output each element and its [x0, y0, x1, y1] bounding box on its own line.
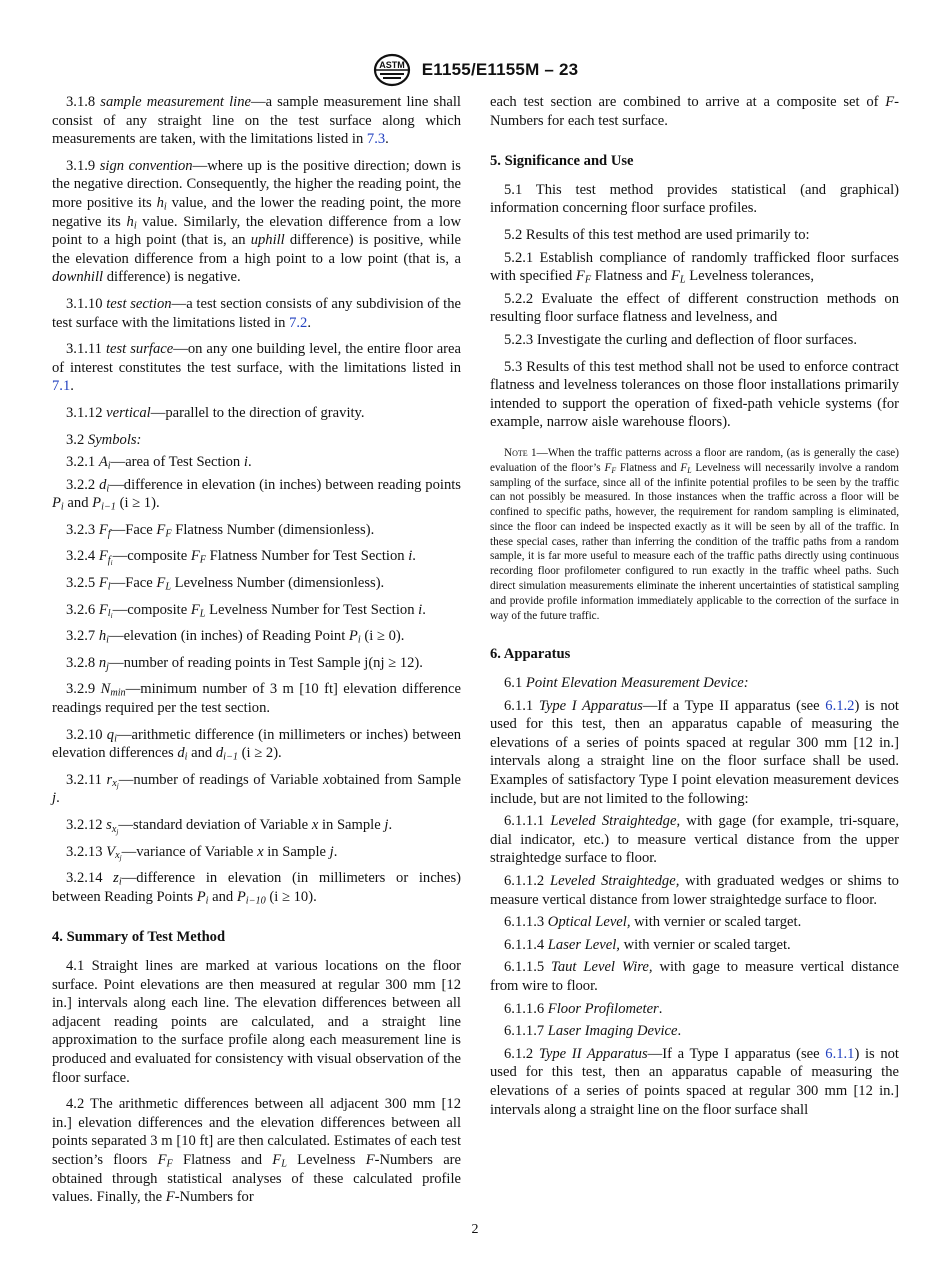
symbol-3-2-7: 3.2.7 $h_i—elevation$ (in inches) of Reading Point $P_i$ (i ≥ 0).: [66, 628, 405, 646]
para-6-1: 6.1 Point Elevation Measurement Device:: [504, 675, 749, 692]
symbol-3-2-5: 3.2.5 $F_l—Face$ $F_L$ Levelness Number (dimensionless).: [66, 575, 385, 593]
symbol-3-2-1: 3.2.1 $A_i—area$ of Test Section i.: [66, 454, 252, 472]
para-3-1-11: 3.1.11 test surface—on any one building level, the entire floor area of interest constitutes the test surface, with the limitations listed in 7.1.: [52, 341, 461, 395]
symbol-3-2-8: 3.2.8 $n_j—number$ of reading points in Test Sample j(nj ≥ 12).: [66, 654, 423, 673]
para-6-1-1-5: 6.1.1.5 Taut Level Wire, with gage to measure vertical distance from wire to floor.: [490, 959, 899, 994]
page-number: 2: [471, 1222, 479, 1237]
para-3-1-12: 3.1.12 vertical—parallel to the direction of gravity.: [66, 404, 365, 421]
para-4-2: 4.2 The arithmetic differences between all adjacent 300 mm [12 in.] elevation differences and the elevation differences between all points separated 3 m [10 ft] are then calculated. Estimates of each test section’s floors $F_F$ Flatness and $F_L$ Levelness F-Numbers are obtained through statistical analyses of these calculated profile values. Finally, the F-Numbers for: [52, 1096, 462, 1206]
symbol-3-2-14: 3.2.14 $z_i—difference$ in elevation (in millimeters or inches) between Reading Points $P_i$ and $P_{i-10}$ (i ≥ 10).: [52, 870, 461, 907]
left-column: [52, 93, 461, 1215]
symbol-3-2-13: 3.2.13 $V_{x_j}—variance$ of Variable x in Sample j.: [66, 843, 338, 862]
symbol-3-2-6: 3.2.6 $F_{l_i}—composite$ $F_L$ Levelness Number for Test Section i.: [66, 601, 426, 620]
para-6-1-1-1: 6.1.1.1 Leveled Straightedge, with gage (for example, tri-square, dial indicator, etc.) to measure vertical distance from the upper straightedge surface to floor.: [490, 813, 899, 867]
para-6-1-1: 6.1.1 Type I Apparatus—If a Type II apparatus (see 6.1.2) is not used for this test, then an apparatus capable of measuring the elevations of a series of points spaced at regular 300 mm [12 in.] intervals along a straight line on the floor surface shall be used. Examples of satisfactory Type I point elevation measurement devices include, but are not limited to the following:: [490, 697, 899, 807]
para-5-1: 5.1 This test method provides statistical (and graphical) information concerning floor surface profiles.: [490, 181, 899, 217]
para-6-1-1-3: 6.1.1.3 Optical Level, with vernier or scaled target.: [504, 914, 802, 931]
para-5-2-1: 5.2.1 Establish compliance of randomly trafficked floor surfaces with specified $F_F$ Flatness and $F_L$ Levelness tolerances,: [490, 249, 899, 286]
astm-logo-icon: [372, 52, 412, 88]
ref-link-6-1-2[interactable]: 6.1.2: [825, 697, 855, 714]
ref-link-7-1[interactable]: 7.1: [52, 378, 71, 395]
symbol-3-2-12: 3.2.12 $s_{x_j}—standard$ deviation of Variable x in Sample j.: [66, 817, 393, 836]
page-header: [0, 52, 950, 88]
para-6-1-1-6: 6.1.1.6 Floor Profilometer.: [504, 1000, 663, 1017]
para-6-1-2: 6.1.2 Type II Apparatus—If a Type I apparatus (see 6.1.1) is not used for this test, then an apparatus capable of measuring the elevations of a series of points spaced at regular 300 mm [12 in.] intervals along a straight line on the floor surface shall: [490, 1045, 899, 1118]
section-6-heading: 6. Apparatus: [490, 646, 571, 663]
para-3-2: 3.2 Symbols:: [66, 431, 142, 448]
note-1: Note 1—When the traffic patterns across a floor are random, (as is generally the case) evaluation of the floor’s $F_F$ Flatness and $F_L$ Levelness will necessarily involve a random sampling of the surface, since all of the infinite potential profiles to be seen by the traffic can not possibly be measured. In those instances when the traffic across a floor will be confined to specific paths, however, the requirement for random sampling is eliminated, since the floor can indeed be inspected exactly as it will be seen by all of the traffic. In these special cases, rather than inferring the condition of the traffic paths from a random sample, it is far more useful to measure each of the traffic paths directly using continuous recording floor profilometer configured to run exactly in the traffic wheel paths. Such direct simulation measurements eliminate the inherent uncertainties of statistical sampling and provide profile information immediately applicable to the correction of the surface in way of the future traffic.: [490, 446, 899, 622]
symbol-3-2-3: 3.2.3 $F_f—Face$ $F_F$ Flatness Number (dimensionless).: [66, 521, 375, 540]
symbol-3-2-2: 3.2.2 $d_i—difference$ in elevation (in inches) between reading points $P_i$ and $P_{i-1}$ (i ≥ 1).: [52, 476, 461, 513]
para-4-2-continued: each test section are combined to arrive at a composite set of F-Numbers for each test surface.: [490, 94, 899, 129]
para-4-1: 4.1 Straight lines are marked at various locations on the floor surface. Point elevations are then measured at regular 300 mm [12 in.] intervals along each line. The elevation differences between all adjacent reading points are calculated, and a straight line approximation to the surface profile along each measurement line is produced and evaluated for consistency with visual observation of the floor surface.: [52, 957, 461, 1086]
ref-link-7-3[interactable]: 7.3: [366, 131, 386, 148]
section-4-heading: 4. Summary of Test Method: [52, 929, 226, 946]
para-3-1-8: 3.1.8 sample measurement line—a sample measurement line shall consist of any straight line on the test surface along which measurements are taken, with the limitations listed in 7.3.: [52, 94, 461, 148]
symbol-3-2-11: 3.2.11 $r_{x_j}—number$ of readings of Variable xobtained from Sample j.: [52, 771, 461, 807]
para-6-1-1-4: 6.1.1.4 Laser Level, with vernier or scaled target.: [504, 936, 791, 953]
para-3-1-10: 3.1.10 test section—a test section consists of any subdivision of the test surface with the limitations listed in 7.2.: [52, 295, 461, 331]
para-6-1-1-2: 6.1.1.2 Leveled Straightedge, with graduated wedges or shims to measure vertical distance from lower straightedge surface to floor.: [490, 873, 899, 908]
symbol-3-2-4: 3.2.4 $F_{f_i}—composite$ $F_F$ Flatness Number for Test Section i.: [66, 548, 416, 567]
para-5-2-3: 5.2.3 Investigate the curling and deflection of floor surfaces.: [504, 331, 857, 348]
symbol-3-2-9: 3.2.9 $N_{min}—minimum$ number of 3 m [10 ft] elevation difference readings required per the test section.: [52, 681, 461, 717]
right-column: [490, 93, 899, 1123]
ref-link-6-1-1[interactable]: 6.1.1: [825, 1045, 855, 1062]
para-5-2-2: 5.2.2 Evaluate the effect of different construction methods on resulting floor surface flatness and levelness, and: [490, 290, 899, 326]
para-6-1-1-7: 6.1.1.7 Laser Imaging Device.: [504, 1023, 682, 1040]
para-3-1-9: 3.1.9 sign convention—where up is the positive direction; down is the negative direction. Consequently, the higher the reading point, the more positive its $h_i$ value, and the lower the reading point, the more negative its $h_i$ value. Similarly, the elevation difference from a low point to a high point (that is, an uphill difference) is positive, while the elevation difference from a high point to a low point (that is, a downhill difference) is negative.: [52, 157, 461, 286]
ref-link-7-2[interactable]: 7.2: [289, 314, 308, 331]
logo-text: ASTM: [378, 60, 405, 70]
symbol-3-2-10: 3.2.10 $q_i—arithmetic$ difference (in millimeters or inches) between elevation differences $d_i$ and $d_{i-1}$ (i ≥ 2).: [52, 726, 461, 763]
para-5-3: 5.3 Results of this test method shall not be used to enforce contract flatness and levelness tolerances on those floor installations primarily intended to support the operation of fixed-path vehicle systems (for example, narrow aisle warehouse floors).: [490, 358, 899, 431]
para-5-2: 5.2 Results of this test method are used primarily to:: [504, 226, 810, 243]
document-designation: E1155/E1155M – 23: [421, 60, 579, 79]
section-5-heading: 5. Significance and Use: [490, 153, 634, 170]
